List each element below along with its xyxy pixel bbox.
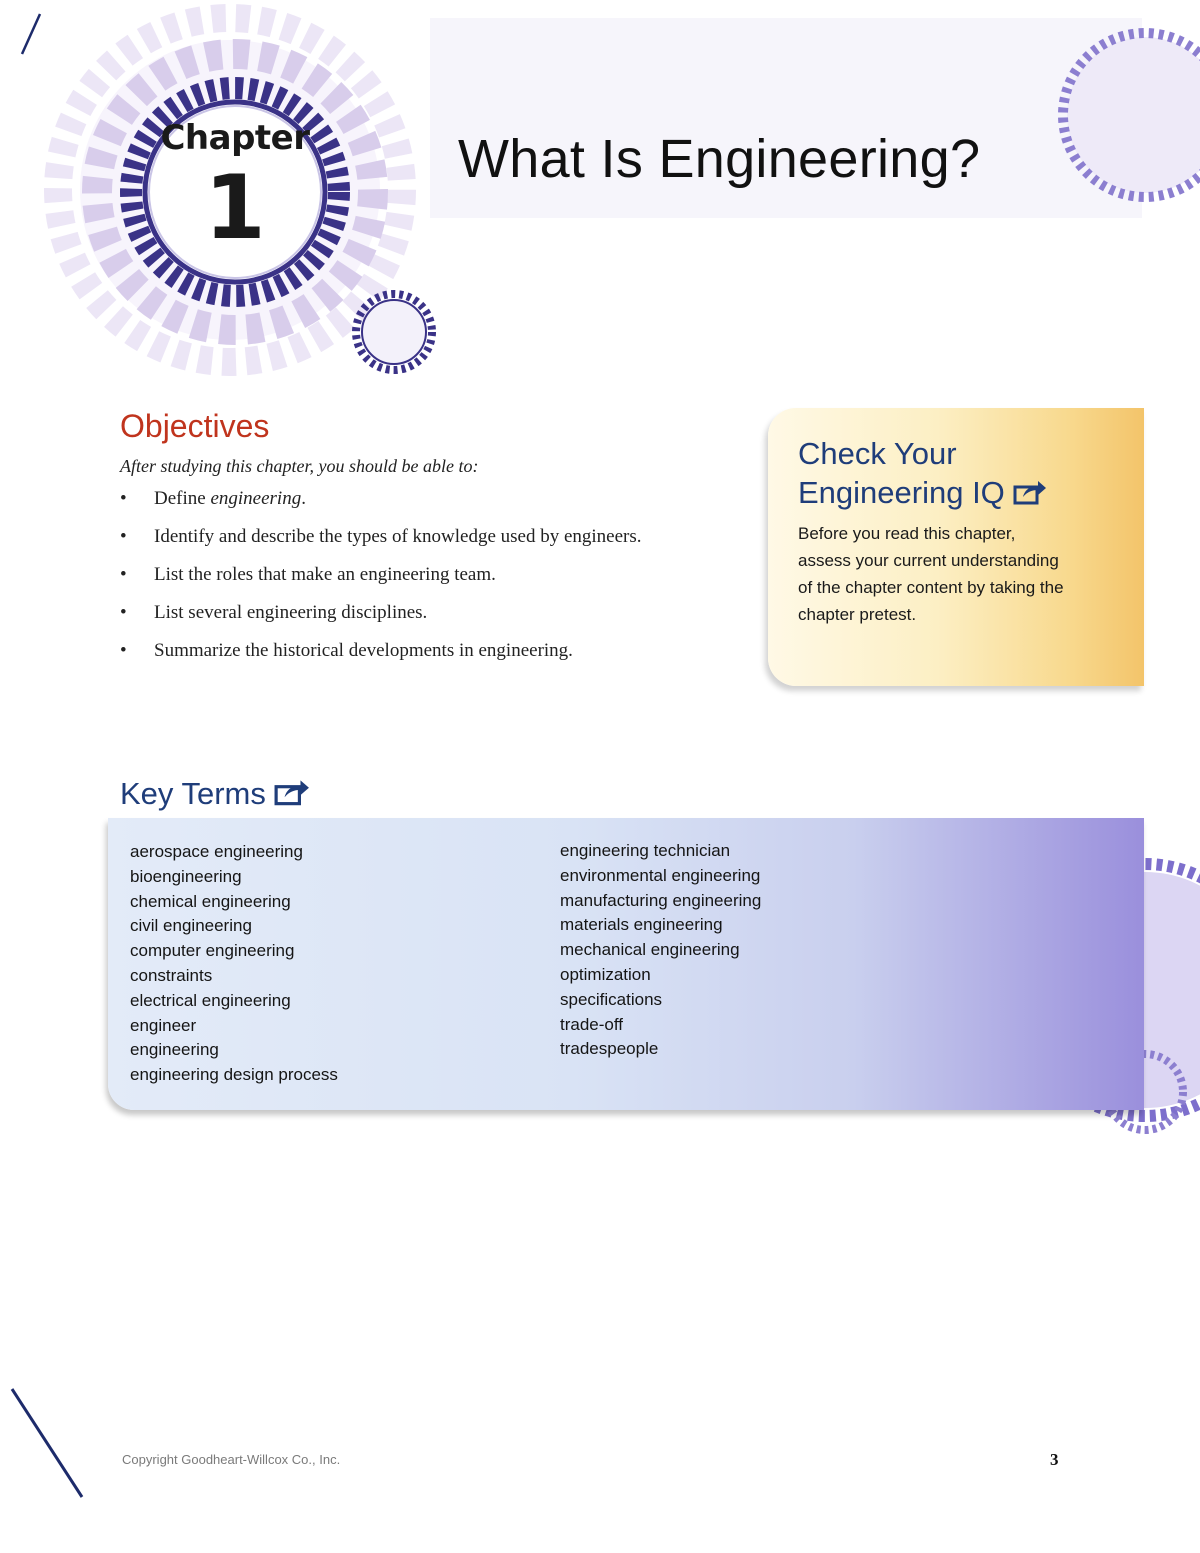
key-term[interactable]: constraints: [130, 965, 213, 985]
objectives-intro: After studying this chapter, you should be able to:: [120, 456, 479, 476]
copyright-notice: Copyright Goodheart-Willcox Co., Inc.: [122, 1452, 341, 1467]
key-terms-panel: [108, 818, 1144, 1110]
bullet-icon: •: [120, 526, 127, 547]
objective-item: • List several engineering disciplines.: [120, 600, 680, 626]
check-iq-title: Check Your Engineering IQ: [798, 434, 1118, 514]
key-term[interactable]: aerospace engineering: [130, 842, 303, 861]
check-iq-body: Before you read this chapter, assess your current understanding of the chapter content by taking the chapter pretest.: [798, 524, 1064, 624]
key-term[interactable]: chemical engineering: [130, 891, 291, 911]
key-term[interactable]: environmental engineering: [560, 865, 761, 885]
bullet-icon: •: [120, 488, 127, 509]
objective-item: • Identify and describe the types of knowledge used by engineers.: [120, 524, 680, 550]
bullet-icon: •: [120, 640, 127, 661]
key-term[interactable]: bioengineering: [130, 866, 242, 886]
key-term[interactable]: specifications: [560, 989, 663, 1009]
key-term[interactable]: tradespeople: [560, 1039, 659, 1059]
objective-item: • List the roles that make an engineering team.: [120, 562, 680, 588]
key-term[interactable]: optimization: [560, 964, 651, 984]
bullet-icon: •: [120, 602, 127, 623]
key-term[interactable]: materials engineering: [560, 915, 723, 935]
key-term[interactable]: manufacturing engineering: [560, 890, 762, 910]
key-terms-right-column: [560, 839, 761, 1062]
key-term[interactable]: engineering: [130, 1040, 219, 1060]
key-term[interactable]: engineering design process: [130, 1065, 338, 1085]
key-terms-left-column: [130, 840, 338, 1088]
objective-item: • Summarize the historical developments in engineering.: [120, 638, 680, 664]
key-term[interactable]: computer engineering: [130, 941, 295, 961]
objectives-list: [120, 486, 680, 676]
key-term[interactable]: electrical engineering: [130, 990, 291, 1010]
chapter-label: Chapter: [160, 118, 310, 158]
key-terms-heading: Key Terms: [120, 776, 310, 814]
key-term[interactable]: mechanical engineering: [560, 940, 740, 960]
key-term[interactable]: engineer: [130, 1015, 197, 1035]
external-link-icon[interactable]: [1013, 475, 1047, 514]
key-term[interactable]: trade-off: [560, 1014, 624, 1034]
chapter-title: What Is Engineering?: [458, 129, 981, 189]
page-number: 3: [1050, 1450, 1059, 1469]
scan-mark-top: [10, 10, 50, 60]
chapter-number: 1: [204, 156, 266, 259]
check-iq-box[interactable]: [768, 408, 1144, 686]
key-term[interactable]: civil engineering: [130, 916, 252, 936]
objective-item: • Define engineering.: [120, 486, 680, 512]
scan-mark-bottom: [8, 1385, 88, 1505]
objectives-heading: Objectives: [120, 408, 270, 444]
external-link-icon[interactable]: [274, 778, 310, 814]
key-term[interactable]: engineering technician: [560, 841, 731, 860]
bullet-icon: •: [120, 564, 127, 585]
